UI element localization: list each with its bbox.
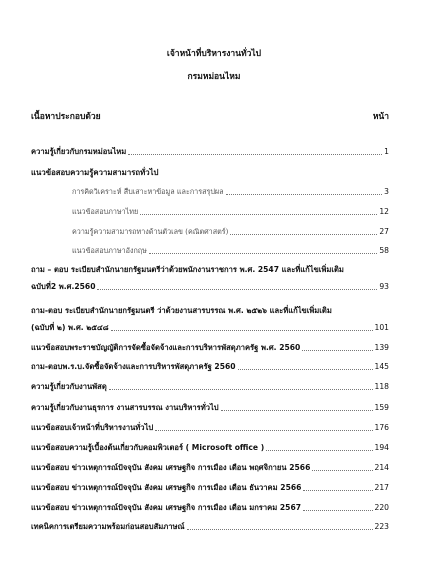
toc-entry xyxy=(31,343,389,353)
leader-dots xyxy=(140,214,377,215)
toc-entry xyxy=(31,503,389,513)
leader-dots xyxy=(303,510,372,511)
toc-entry-line1: ถาม-ตอบ ระเบียบสำนักนายกรัฐมนตรี ว่าด้วยงานสารบรรณ พ.ศ. ๒๕๒๖ และที่แก้ไขเพิ่มเติม xyxy=(31,306,332,315)
toc-entry xyxy=(31,423,389,433)
toc-entry xyxy=(31,483,389,493)
toc-entry-text: แนวข้อสอบ ข่าวเหตุการณ์ปัจจุบัน สังคม เศรษฐกิจ การเมือง เดือน พฤศจิกายน 2566 xyxy=(31,463,311,472)
toc-entry-text: ความรู้เกี่ยวกับกรมหม่อนไหม xyxy=(31,147,127,156)
toc-entry-page: 27 xyxy=(379,227,389,236)
toc-subentry xyxy=(72,207,389,217)
leader-dots xyxy=(149,253,377,254)
toc-entry-page: 223 xyxy=(374,522,389,531)
toc-subentry xyxy=(72,227,389,237)
toc-entry-text: ความรู้เกี่ยวกับงานพัสดุ xyxy=(31,382,107,391)
toc-entry-page: 214 xyxy=(374,463,389,472)
toc-entry-line1: ถาม – ตอบ ระเบียบสำนักนายกรัฐมนตรีว่าด้วยพนักงานราชการ พ.ศ. 2547 และที่แก้ไขเพิ่มเติม xyxy=(31,265,344,274)
toc-entry xyxy=(31,362,389,372)
toc-entry-page: 1 xyxy=(384,147,389,156)
contents-header xyxy=(31,109,389,123)
toc-section-heading: แนวข้อสอบความรู้ความสามารถทั่วไป xyxy=(31,168,159,177)
document-title: เจ้าหน้าที่บริหารงานทั่วไป xyxy=(166,49,262,59)
toc-entry xyxy=(31,463,389,473)
toc-entry-page: 220 xyxy=(374,503,389,512)
toc-entry-page: 93 xyxy=(379,282,389,291)
toc-entry-text: แนวข้อสอบความรู้เบื้องต้นเกี่ยวกับคอมพิวเตอร์ ( Microsoft office ) xyxy=(31,443,265,452)
leader-dots xyxy=(155,430,372,431)
toc-entry-text: การคิดวิเคราะห์ สืบเสาะหาข้อมูล และการสรุปผล xyxy=(72,187,224,196)
leader-dots xyxy=(312,470,372,471)
toc-entry xyxy=(31,147,389,157)
leader-dots xyxy=(187,529,373,530)
toc-entry-page: 3 xyxy=(384,187,389,196)
leader-dots xyxy=(111,330,373,331)
leader-dots xyxy=(128,154,382,155)
leader-dots xyxy=(226,194,383,195)
toc-entry xyxy=(31,382,389,392)
toc-entry-text: ความรู้ความสามารถทางด้านตัวเลข (คณิตศาสตร์) xyxy=(72,227,229,236)
toc-entry-page: 139 xyxy=(374,343,389,352)
toc-entry-page: 145 xyxy=(374,362,389,371)
toc-subentry xyxy=(72,246,389,256)
toc-entry-text: ฉบับที่2 พ.ศ.2560 xyxy=(31,282,96,291)
toc-entry-page: 176 xyxy=(374,423,389,432)
toc-entry-page: 194 xyxy=(374,443,389,452)
toc-entry-text: ถาม-ตอบพ.ร.บ.จัดซื้อจัดจ้างและการบริหารพัสดุภาครัฐ 2560 xyxy=(31,362,236,371)
leader-dots xyxy=(97,289,377,290)
document-subtitle: กรมหม่อนไหม xyxy=(187,72,241,82)
toc-entry xyxy=(31,323,389,333)
toc-entry-page: 58 xyxy=(379,246,389,255)
toc-entry xyxy=(31,522,389,532)
toc-entry-text: แนวข้อสอบเจ้าหน้าที่บริหารงานทั่วไป xyxy=(31,423,154,432)
toc-entry-text: ความรู้เกี่ยวกับงานธุรการ งานสารบรรณ งานบริหารทั่วไป xyxy=(31,403,219,412)
leader-dots xyxy=(109,389,373,390)
leader-dots xyxy=(221,410,373,411)
toc-entry-page: 217 xyxy=(374,483,389,492)
toc-entry-page: 118 xyxy=(374,382,389,391)
toc-entry-text: (ฉบับที่ ๒) พ.ศ. ๒๕๔๘ xyxy=(31,323,109,332)
toc-entry-text: แนวข้อสอบพระราชบัญญัติการจัดซื้อจัดจ้างและการบริหารพัสดุภาครัฐ พ.ศ. 2560 xyxy=(31,343,301,352)
toc-entry-text: แนวข้อสอบภาษาอังกฤษ xyxy=(72,246,147,255)
leader-dots xyxy=(230,234,377,235)
leader-dots xyxy=(302,350,372,351)
page-column-label: หน้า xyxy=(372,112,389,122)
toc-entry-text: เทคนิคการเตรียมความพร้อมก่อนสอบสัมภาษณ์ xyxy=(31,522,185,531)
toc-subentry xyxy=(72,187,389,197)
toc-entry xyxy=(31,443,389,453)
leader-dots xyxy=(238,369,373,370)
toc-entry-text: แนวข้อสอบภาษาไทย xyxy=(72,207,139,216)
toc-entry-page: 159 xyxy=(374,403,389,412)
leader-dots xyxy=(266,450,372,451)
leader-dots xyxy=(303,490,372,491)
toc-entry xyxy=(31,403,389,413)
toc-entry-text: แนวข้อสอบ ข่าวเหตุการณ์ปัจจุบัน สังคม เศรษฐกิจ การเมือง เดือน มกราคม 2567 xyxy=(31,503,302,512)
toc-entry-page: 101 xyxy=(374,323,389,332)
toc-entry-text: แนวข้อสอบ ข่าวเหตุการณ์ปัจจุบัน สังคม เศรษฐกิจ การเมือง เดือน ธันวาคม 2566 xyxy=(31,483,302,492)
contents-label: เนื้อหาประกอบด้วย xyxy=(31,112,101,122)
toc-entry xyxy=(31,282,389,292)
toc-entry-page: 12 xyxy=(379,207,389,216)
